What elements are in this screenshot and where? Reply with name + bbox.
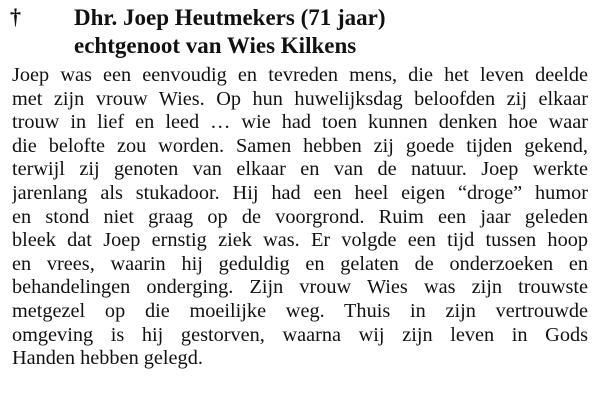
text-line: behandelingen onderging. Zijn vrouw Wies was zijn trouwste — [12, 276, 588, 299]
text-line: Handen hebben gelegd. — [12, 347, 203, 370]
obituary-text — [12, 64, 588, 371]
spouse-heading: echtgenoot van Wies Kilkens — [74, 33, 357, 58]
text-line: bleek dat Joep ernstig ziek was. Er volgde een tijd tussen hoop — [12, 229, 588, 252]
text-line: en stond niet graag op de voorgrond. Ruim een jaar geleden — [12, 205, 588, 228]
text-line: die belofte zou worden. Samen hebben zij goede tijden gekend, — [12, 134, 588, 157]
cross-icon: † — [10, 4, 21, 29]
text-line: omgeving is hij gestorven, waarna wij zijn leven in Gods — [12, 323, 588, 346]
text-line: trouw in lief en leed … wie had toen kunnen denken hoe waar — [12, 111, 588, 134]
text-line: jarenlang als stukadoor. Hij had een heel eigen “droge” humor — [12, 181, 588, 204]
text-line: en vrees, waarin hij geduldig en gelaten de onderzoeken en — [12, 252, 588, 275]
deceased-name-heading: Dhr. Joep Heutmekers (71 jaar) — [74, 5, 386, 30]
obituary-header — [0, 4, 600, 62]
text-line: terwijl zij genoten van elkaar en van de natuur. Joep werkte — [12, 158, 588, 181]
text-line: Joep was een eenvoudig en tevreden mens, die het leven deelde — [12, 64, 588, 86]
text-line: metgezel op die moeilijke weg. Thuis in zijn vertrouwde — [12, 299, 588, 322]
text-line: met zijn vrouw Wies. Op hun huwelijksdag beloofden zij elkaar — [12, 87, 588, 110]
